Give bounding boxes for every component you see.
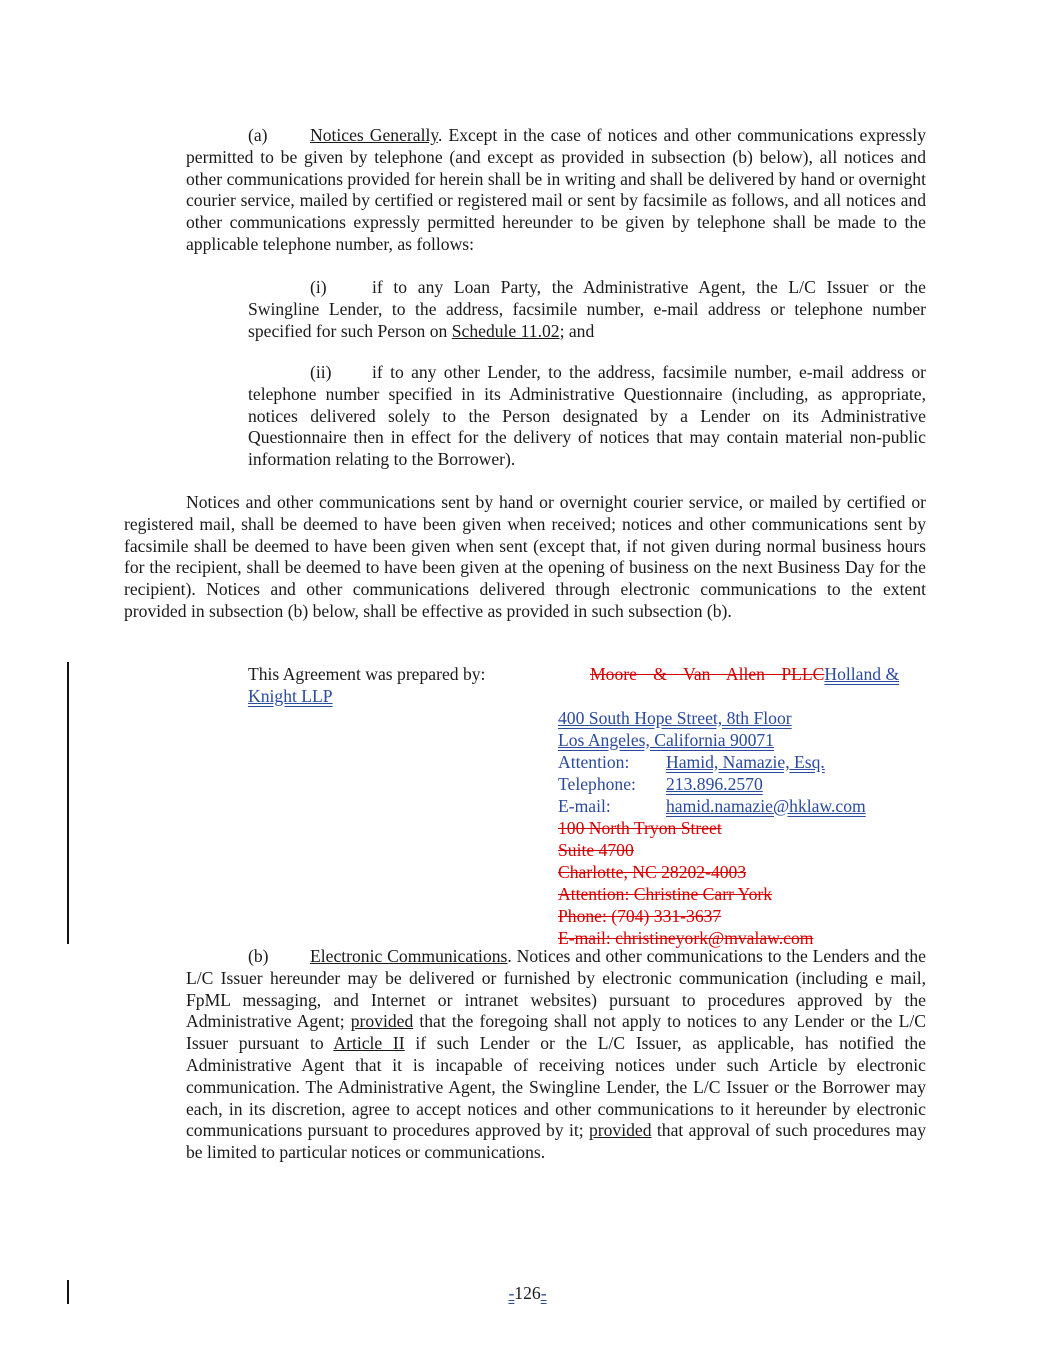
article-reference: Article II [333, 1033, 405, 1054]
paragraph-b-text-3: if such Lender or the L/C Issuer, as applicable, has notified the Administrative Agent that it is incapable of receiving notices under such Article by electronic communication. The Administrative Agent, the Swingline Lender, the L/C Issuer or the Borrower may each, in its discretion, agree to accept notices and other communications to it hereunder by electronic communications pursuant to procedures approved by it; [186, 1033, 926, 1141]
clause-i-text: if to any Loan Party, the Administrative Agent, the L/C Issuer or the Swingline Lender, to the address, facsimile number, e-mail address or telephone number specified for such Person on [248, 277, 926, 341]
inserted-firm-name-part2: Knight LLP [248, 686, 333, 706]
paragraph-b [186, 946, 926, 1164]
paragraph-a-label: (a) [248, 125, 268, 145]
email-value: hamid.namazie@hklaw.com [666, 796, 866, 816]
clause-ii [248, 362, 926, 471]
deleted-email: E-mail: christineyork@mvalaw.com [558, 928, 814, 948]
inserted-street: 400 South Hope Street, 8th Floor [558, 708, 792, 728]
paragraph-notices-effective [124, 492, 926, 623]
paragraph-notices-text: Notices and other communications sent by hand or overnight courier service, or mailed by certified or registered mail, shall be deemed to have been given when received; notices and other communications sent by facsimile shall be deemed to have been given when sent (except that, if not given during normal business hours for the recipient, shall be deemed to have been given at the opening of business on the next Business Day for the recipient). Notices and other communications delivered through electronic communications to the extent provided in subsection (b) below, shall be effective as provided in such subsection (b). [124, 492, 926, 621]
telephone-label: Telephone: [558, 774, 636, 794]
paragraph-b-label: (b) [248, 946, 269, 966]
prepared-by-firm [590, 664, 899, 686]
paragraph-b-text-1: . Notices and other communications to the Lenders and the L/C Issuer hereunder may be delivered or furnished by electronic communication (including e mail, FpML messaging, and Internet or intranet websites) pursuant to procedures approved by the Administrative Agent; [186, 946, 926, 1032]
prepared-by-label: This Agreement was prepared by: [248, 664, 486, 684]
deleted-phone: Phone: (704) 331-3637 [558, 906, 722, 926]
paragraph-b-text-4: that approval of such procedures may be limited to particular notices or communications. [186, 1120, 926, 1163]
clause-ii-text: if to any other Lender, to the address, facsimile number, e-mail address or telephone number specified in its Administrative Questionnaire (including, as appropriate, notices delivered solely to the Person designated by a Lender on its Administrative Questionnaire then in effect for the delivery of notices that may contain material non-public information relating to the Borrower). [248, 362, 926, 470]
attention-value: Hamid, Namazie, Esq. [666, 752, 825, 772]
provided-term-2: provided [588, 1120, 652, 1141]
inserted-city: Los Angeles, California 90071 [558, 730, 774, 750]
inserted-firm-name-part1: Holland & [824, 664, 900, 684]
paragraph-b-heading: Electronic Communications [310, 946, 508, 966]
paragraph-b-text-2: that the foregoing shall not apply to notices to any Lender or the L/C Issuer pursuant to [186, 1011, 926, 1054]
inserted-telephone [558, 774, 763, 796]
telephone-value: 213.896.2570 [666, 774, 763, 794]
deleted-attention: Attention: Christine Carr York [558, 884, 773, 904]
page-dash-right: - [540, 1283, 547, 1303]
deleted-suite: Suite 4700 [558, 840, 634, 860]
clause-i-text-end: ; and [559, 320, 595, 341]
deleted-street: 100 North Tryon Street [558, 818, 722, 838]
clause-i-label: (i) [310, 277, 327, 297]
page-dash-left: - [508, 1283, 515, 1303]
inserted-email [558, 796, 866, 818]
paragraph-a-text: . Except in the case of notices and other communications expressly permitted to be given by telephone (and except as provided in subsection (b) below), all notices and other communications provided for herein shall be in writing and shall be delivered by hand or overnight courier service, mailed by certified or registered mail or sent by facsimile as follows, and all notices and other communications expressly permitted hereunder to be given by telephone shall be made to the applicable telephone number, as follows: [186, 125, 926, 254]
attention-label: Attention: [558, 752, 630, 772]
clause-i [248, 277, 926, 342]
page-number-value: 126 [514, 1283, 541, 1303]
paragraph-a [186, 125, 926, 256]
provided-term-1: provided [350, 1011, 414, 1032]
deleted-city: Charlotte, NC 28202-4003 [558, 862, 747, 882]
deleted-firm-name: Moore & Van Allen PLLC [590, 664, 825, 684]
page-number [0, 1283, 1055, 1305]
email-label: E-mail: [558, 796, 611, 816]
change-bar [67, 662, 69, 944]
inserted-attention [558, 752, 825, 774]
schedule-reference: Schedule 11.02 [451, 320, 560, 341]
clause-ii-label: (ii) [310, 362, 332, 382]
paragraph-a-heading: Notices Generally [310, 125, 439, 145]
